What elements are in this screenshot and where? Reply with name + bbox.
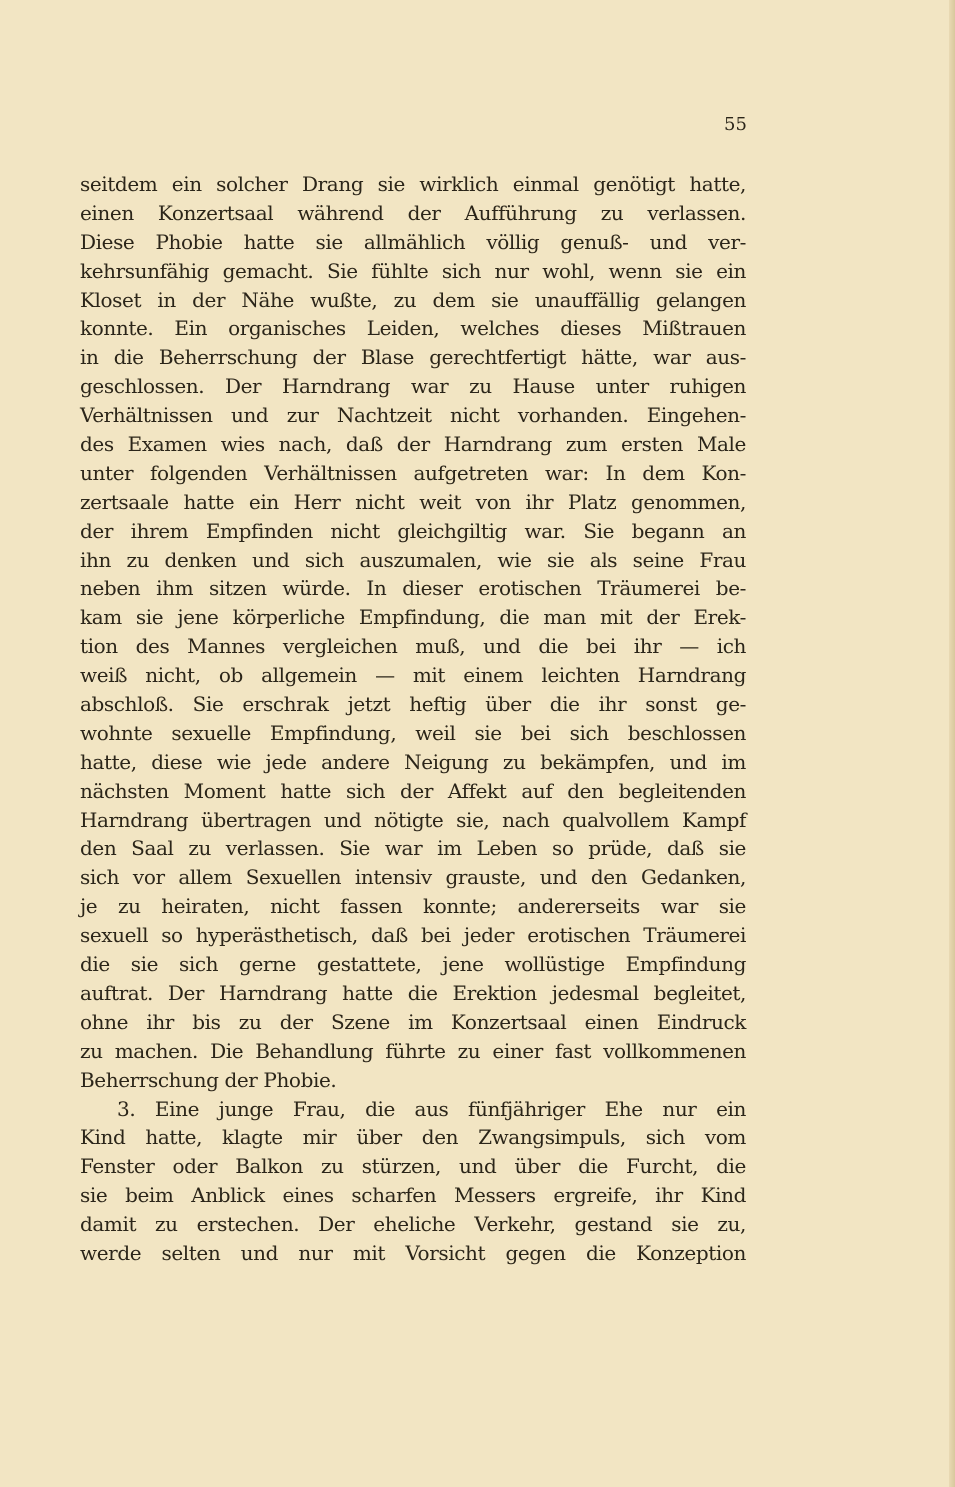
- text-line: je zu heiraten, nicht fassen konnte; andererseits war sie: [80, 894, 746, 919]
- text-line: Beherrschung der Phobie.: [80, 1067, 337, 1092]
- text-line: damit zu erstechen. Der eheliche Verkehr, gestand sie zu,: [80, 1212, 746, 1237]
- text-line: neben ihm sitzen würde. In dieser erotischen Träumerei be-: [80, 576, 746, 601]
- text-line: hatte, diese wie jede andere Neigung zu bekämpfen, und im: [80, 749, 746, 774]
- text-line: die sie sich gerne gestattete, jene wollüstige Empfindung: [80, 952, 746, 977]
- text-line: nächsten Moment hatte sich der Affekt auf den begleitenden: [80, 778, 746, 803]
- text-line: Kind hatte, klagte mir über den Zwangsimpuls, sich vom: [80, 1125, 746, 1150]
- text-line: einen Konzertsaal während der Aufführung zu verlassen.: [80, 200, 746, 225]
- text-line: den Saal zu verlassen. Sie war im Leben so prüde, daß sie: [80, 836, 746, 861]
- text-line: kam sie jene körperliche Empfindung, die man mit der Erek-: [80, 605, 746, 630]
- text-line: Harndrang übertragen und nötigte sie, nach qualvollem Kampf: [80, 807, 746, 832]
- text-line: ihn zu denken und sich auszumalen, wie sie als seine Frau: [80, 547, 746, 572]
- text-line: wohnte sexuelle Empfindung, weil sie bei sich beschlossen: [80, 720, 746, 745]
- text-line: Verhältnissen und zur Nachtzeit nicht vorhanden. Eingehen-: [80, 403, 746, 428]
- text-line: seitdem ein solcher Drang sie wirklich einmal genötigt hatte,: [80, 172, 746, 196]
- body-text: [80, 170, 746, 1268]
- page-number: 55: [724, 114, 747, 135]
- text-line: geschlossen. Der Harndrang war zu Hause unter ruhigen: [80, 374, 746, 399]
- text-line: zertsaale hatte ein Herr nicht weit von ihr Platz genommen,: [80, 489, 746, 514]
- text-line: Kloset in der Nähe wußte, zu dem sie unauffällig gelangen: [80, 287, 746, 312]
- text-line: konnte. Ein organisches Leiden, welches dieses Mißtrauen: [80, 316, 746, 341]
- text-line: des Examen wies nach, daß der Harndrang zum ersten Male: [80, 432, 746, 457]
- text-line: kehrsunfähig gemacht. Sie fühlte sich nur wohl, wenn sie ein: [80, 258, 746, 283]
- page-edge: [949, 0, 955, 1487]
- text-line: werde selten und nur mit Vorsicht gegen die Konzeption: [80, 1240, 746, 1265]
- text-line: zu machen. Die Behandlung führte zu einer fast vollkommenen: [80, 1038, 746, 1063]
- text-line: in die Beherrschung der Blase gerechtfertigt hätte, war aus-: [80, 345, 746, 370]
- text-line: auftrat. Der Harndrang hatte die Erektion jedesmal begleitet,: [80, 980, 746, 1005]
- text-line: sich vor allem Sexuellen intensiv grauste, und den Gedanken,: [80, 865, 746, 890]
- text-line: tion des Mannes vergleichen muß, und die bei ihr — ich: [80, 634, 746, 659]
- text-line: sexuell so hyperästhetisch, daß bei jeder erotischen Träumerei: [80, 923, 746, 948]
- text-line: ohne ihr bis zu der Szene im Konzertsaal einen Eindruck: [80, 1009, 746, 1034]
- text-line: der ihrem Empfinden nicht gleichgiltig war. Sie begann an: [80, 518, 746, 543]
- text-line: Diese Phobie hatte sie allmählich völlig genuß- und ver-: [80, 229, 746, 254]
- text-line: Fenster oder Balkon zu stürzen, und über die Furcht, die: [80, 1154, 746, 1179]
- text-line: 3. Eine junge Frau, die aus fünfjähriger Ehe nur ein: [117, 1096, 746, 1121]
- text-line: weiß nicht, ob allgemein — mit einem leichten Harndrang: [80, 663, 746, 688]
- text-line: unter folgenden Verhältnissen aufgetreten war: In dem Kon-: [80, 460, 746, 485]
- text-line: sie beim Anblick eines scharfen Messers ergreife, ihr Kind: [80, 1183, 746, 1208]
- text-line: abschloß. Sie erschrak jetzt heftig über die ihr sonst ge-: [80, 692, 746, 717]
